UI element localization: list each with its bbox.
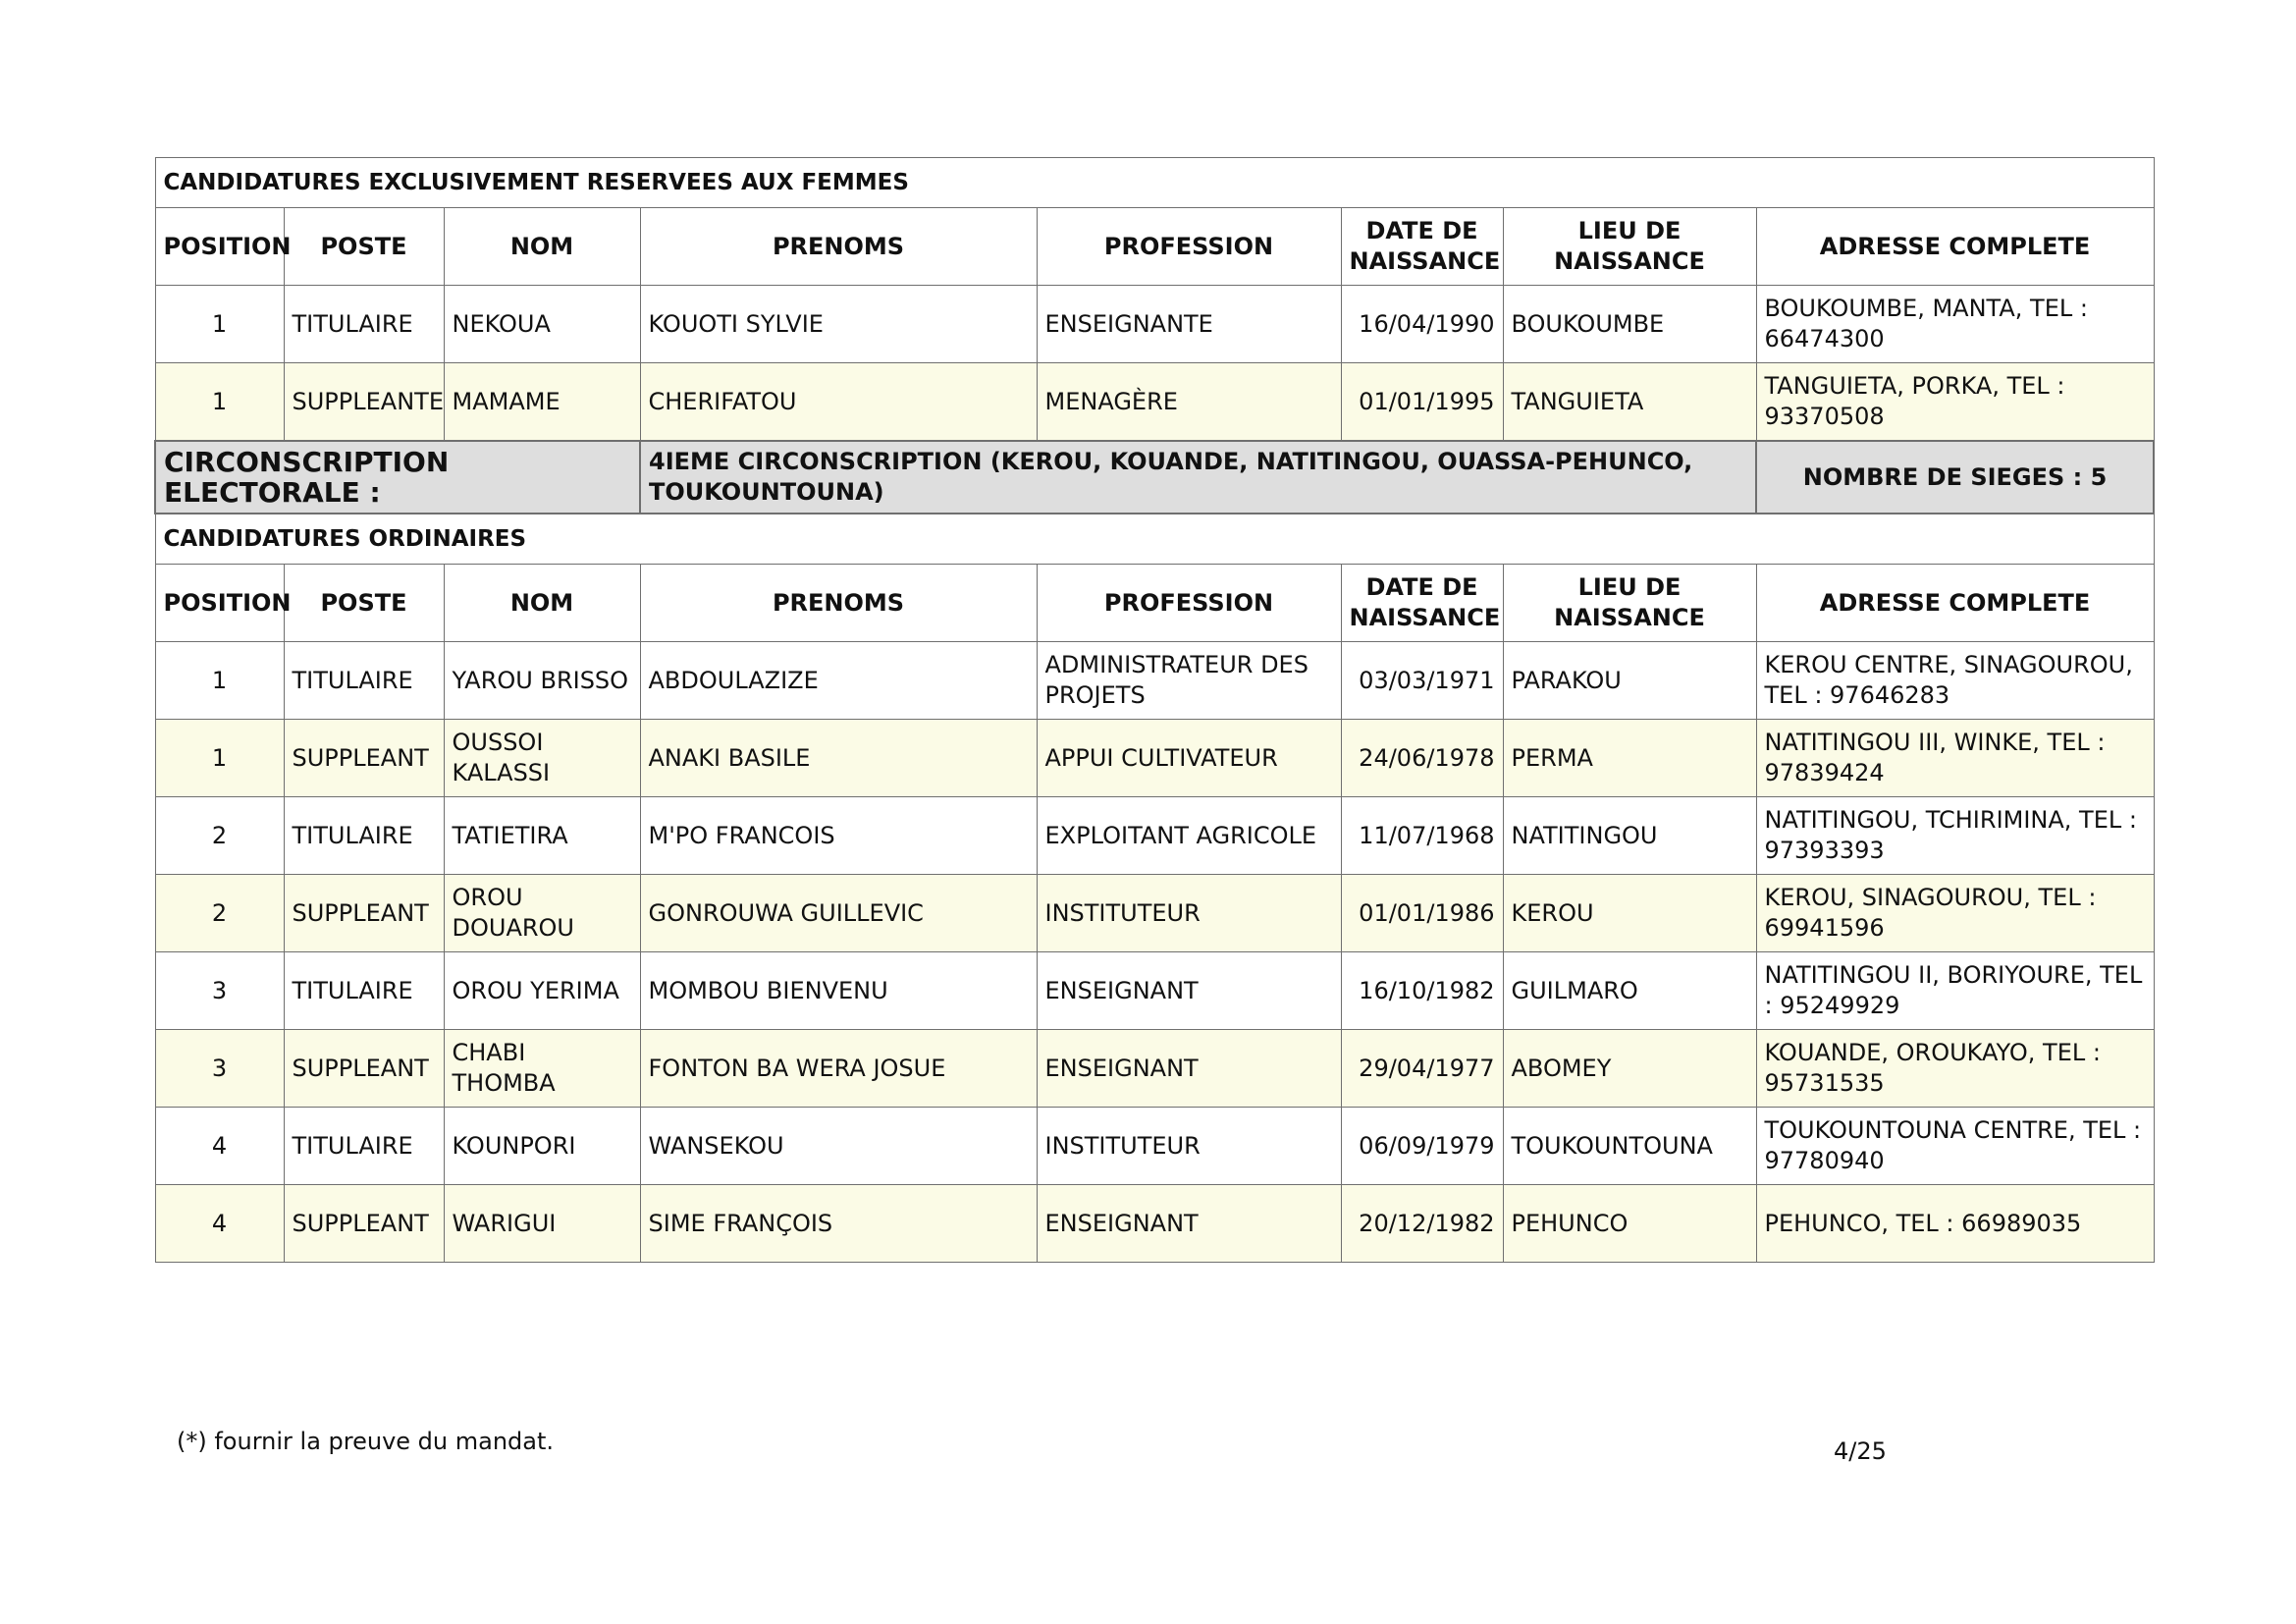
cell-position: 1 bbox=[155, 642, 284, 720]
cell-lieu: PEHUNCO bbox=[1503, 1185, 1756, 1263]
cell-adresse: NATITINGOU III, WINKE, TEL : 97839424 bbox=[1756, 720, 2154, 797]
cell-profession: ENSEIGNANT bbox=[1037, 1030, 1341, 1108]
col-header-profession: PROFESSION bbox=[1037, 208, 1341, 286]
cell-adresse: TANGUIETA, PORKA, TEL : 93370508 bbox=[1756, 363, 2154, 442]
cell-nom: WARIGUI bbox=[444, 1185, 640, 1263]
cell-poste: SUPPLEANT bbox=[284, 1185, 444, 1263]
cell-adresse: KEROU, SINAGOUROU, TEL : 69941596 bbox=[1756, 875, 2154, 952]
ordinary-header-row bbox=[155, 565, 2154, 642]
cell-position: 2 bbox=[155, 875, 284, 952]
footnote: (*) fournir la preuve du mandat. bbox=[177, 1428, 555, 1455]
cell-prenoms: M'PO FRANCOIS bbox=[640, 797, 1037, 875]
cell-adresse: TOUKOUNTOUNA CENTRE, TEL : 97780940 bbox=[1756, 1108, 2154, 1185]
cell-nom: YAROU BRISSO bbox=[444, 642, 640, 720]
cell-lieu: GUILMARO bbox=[1503, 952, 1756, 1030]
cell-date: 24/06/1978 bbox=[1341, 720, 1503, 797]
cell-date: 06/09/1979 bbox=[1341, 1108, 1503, 1185]
cell-profession: EXPLOITANT AGRICOLE bbox=[1037, 797, 1341, 875]
col-header-profession: PROFESSION bbox=[1037, 565, 1341, 642]
cell-nom: TATIETIRA bbox=[444, 797, 640, 875]
cell-nom: OROU YERIMA bbox=[444, 952, 640, 1030]
cell-prenoms: SIME FRANÇOIS bbox=[640, 1185, 1037, 1263]
cell-prenoms: CHERIFATOU bbox=[640, 363, 1037, 442]
cell-date: 20/12/1982 bbox=[1341, 1185, 1503, 1263]
cell-profession: APPUI CULTIVATEUR bbox=[1037, 720, 1341, 797]
col-header-adresse: ADRESSE COMPLETE bbox=[1756, 208, 2154, 286]
cell-adresse: NATITINGOU, TCHIRIMINA, TEL : 97393393 bbox=[1756, 797, 2154, 875]
cell-lieu: BOUKOUMBE bbox=[1503, 286, 1756, 363]
col-header-nom: NOM bbox=[444, 208, 640, 286]
col-header-prenoms: PRENOMS bbox=[640, 208, 1037, 286]
cell-nom: NEKOUA bbox=[444, 286, 640, 363]
cell-lieu: ABOMEY bbox=[1503, 1030, 1756, 1108]
table-row bbox=[155, 363, 2154, 442]
cell-profession: MENAGÈRE bbox=[1037, 363, 1341, 442]
col-header-date: DATE DE NAISSANCE bbox=[1341, 565, 1503, 642]
cell-poste: TITULAIRE bbox=[284, 797, 444, 875]
cell-prenoms: MOMBOU BIENVENU bbox=[640, 952, 1037, 1030]
table-row bbox=[155, 286, 2154, 363]
cell-position: 4 bbox=[155, 1108, 284, 1185]
table-row bbox=[155, 642, 2154, 720]
circonscription-label: CIRCONSCRIPTION ELECTORALE : bbox=[155, 441, 640, 514]
cell-prenoms: WANSEKOU bbox=[640, 1108, 1037, 1185]
cell-poste: SUPPLEANT bbox=[284, 1030, 444, 1108]
cell-nom: OUSSOI KALASSI bbox=[444, 720, 640, 797]
cell-position: 2 bbox=[155, 797, 284, 875]
cell-poste: TITULAIRE bbox=[284, 952, 444, 1030]
cell-profession: ENSEIGNANTE bbox=[1037, 286, 1341, 363]
cell-date: 01/01/1986 bbox=[1341, 875, 1503, 952]
col-header-poste: POSTE bbox=[284, 565, 444, 642]
cell-profession: ADMINISTRATEUR DES PROJETS bbox=[1037, 642, 1341, 720]
cell-position: 3 bbox=[155, 1030, 284, 1108]
cell-profession: INSTITUTEUR bbox=[1037, 875, 1341, 952]
cell-poste: TITULAIRE bbox=[284, 642, 444, 720]
ordinary-section-title: CANDIDATURES ORDINAIRES bbox=[155, 514, 2154, 565]
women-header-row bbox=[155, 208, 2154, 286]
col-header-lieu: LIEU DE NAISSANCE bbox=[1503, 208, 1756, 286]
col-header-position: POSITION bbox=[155, 208, 284, 286]
table-row bbox=[155, 952, 2154, 1030]
cell-date: 16/10/1982 bbox=[1341, 952, 1503, 1030]
col-header-position: POSITION bbox=[155, 565, 284, 642]
table-row bbox=[155, 797, 2154, 875]
cell-adresse: PEHUNCO, TEL : 66989035 bbox=[1756, 1185, 2154, 1263]
cell-prenoms: ANAKI BASILE bbox=[640, 720, 1037, 797]
cell-nom: CHABI THOMBA bbox=[444, 1030, 640, 1108]
cell-prenoms: GONROUWA GUILLEVIC bbox=[640, 875, 1037, 952]
cell-profession: INSTITUTEUR bbox=[1037, 1108, 1341, 1185]
cell-profession: ENSEIGNANT bbox=[1037, 1185, 1341, 1263]
col-header-poste: POSTE bbox=[284, 208, 444, 286]
cell-adresse: KEROU CENTRE, SINAGOUROU, TEL : 97646283 bbox=[1756, 642, 2154, 720]
circonscription-value: 4IEME CIRCONSCRIPTION (KEROU, KOUANDE, NATITINGOU, OUASSA-PEHUNCO, TOUKOUNTOUNA) bbox=[640, 441, 1756, 514]
cell-prenoms: ABDOULAZIZE bbox=[640, 642, 1037, 720]
circonscription-row bbox=[155, 441, 2154, 514]
cell-lieu: KEROU bbox=[1503, 875, 1756, 952]
cell-position: 1 bbox=[155, 363, 284, 442]
cell-lieu: NATITINGOU bbox=[1503, 797, 1756, 875]
cell-poste: TITULAIRE bbox=[284, 1108, 444, 1185]
cell-nom: KOUNPORI bbox=[444, 1108, 640, 1185]
women-section-title: CANDIDATURES EXCLUSIVEMENT RESERVEES AUX FEMMES bbox=[155, 158, 2154, 208]
cell-position: 1 bbox=[155, 286, 284, 363]
col-header-adresse: ADRESSE COMPLETE bbox=[1756, 565, 2154, 642]
cell-position: 4 bbox=[155, 1185, 284, 1263]
cell-poste: SUPPLEANTE bbox=[284, 363, 444, 442]
cell-nom: OROU DOUAROU bbox=[444, 875, 640, 952]
cell-lieu: PARAKOU bbox=[1503, 642, 1756, 720]
cell-nom: MAMAME bbox=[444, 363, 640, 442]
cell-lieu: TANGUIETA bbox=[1503, 363, 1756, 442]
cell-position: 3 bbox=[155, 952, 284, 1030]
cell-poste: SUPPLEANT bbox=[284, 720, 444, 797]
cell-poste: SUPPLEANT bbox=[284, 875, 444, 952]
cell-prenoms: FONTON BA WERA JOSUE bbox=[640, 1030, 1037, 1108]
cell-lieu: PERMA bbox=[1503, 720, 1756, 797]
cell-date: 29/04/1977 bbox=[1341, 1030, 1503, 1108]
document-page bbox=[154, 157, 2153, 1263]
col-header-lieu: LIEU DE NAISSANCE bbox=[1503, 565, 1756, 642]
seats-count: NOMBRE DE SIEGES : 5 bbox=[1756, 441, 2154, 514]
cell-profession: ENSEIGNANT bbox=[1037, 952, 1341, 1030]
cell-date: 11/07/1968 bbox=[1341, 797, 1503, 875]
cell-adresse: KOUANDE, OROUKAYO, TEL : 95731535 bbox=[1756, 1030, 2154, 1108]
cell-adresse: NATITINGOU II, BORIYOURE, TEL : 95249929 bbox=[1756, 952, 2154, 1030]
cell-adresse: BOUKOUMBE, MANTA, TEL : 66474300 bbox=[1756, 286, 2154, 363]
page-number: 4/25 bbox=[1834, 1437, 1887, 1465]
cell-date: 16/04/1990 bbox=[1341, 286, 1503, 363]
table-row bbox=[155, 1030, 2154, 1108]
table-row bbox=[155, 720, 2154, 797]
candidates-table bbox=[154, 157, 2155, 1263]
table-row bbox=[155, 1185, 2154, 1263]
table-row bbox=[155, 1108, 2154, 1185]
cell-lieu: TOUKOUNTOUNA bbox=[1503, 1108, 1756, 1185]
cell-date: 01/01/1995 bbox=[1341, 363, 1503, 442]
col-header-nom: NOM bbox=[444, 565, 640, 642]
cell-poste: TITULAIRE bbox=[284, 286, 444, 363]
cell-prenoms: KOUOTI SYLVIE bbox=[640, 286, 1037, 363]
col-header-date: DATE DE NAISSANCE bbox=[1341, 208, 1503, 286]
cell-position: 1 bbox=[155, 720, 284, 797]
cell-date: 03/03/1971 bbox=[1341, 642, 1503, 720]
col-header-prenoms: PRENOMS bbox=[640, 565, 1037, 642]
table-row bbox=[155, 875, 2154, 952]
